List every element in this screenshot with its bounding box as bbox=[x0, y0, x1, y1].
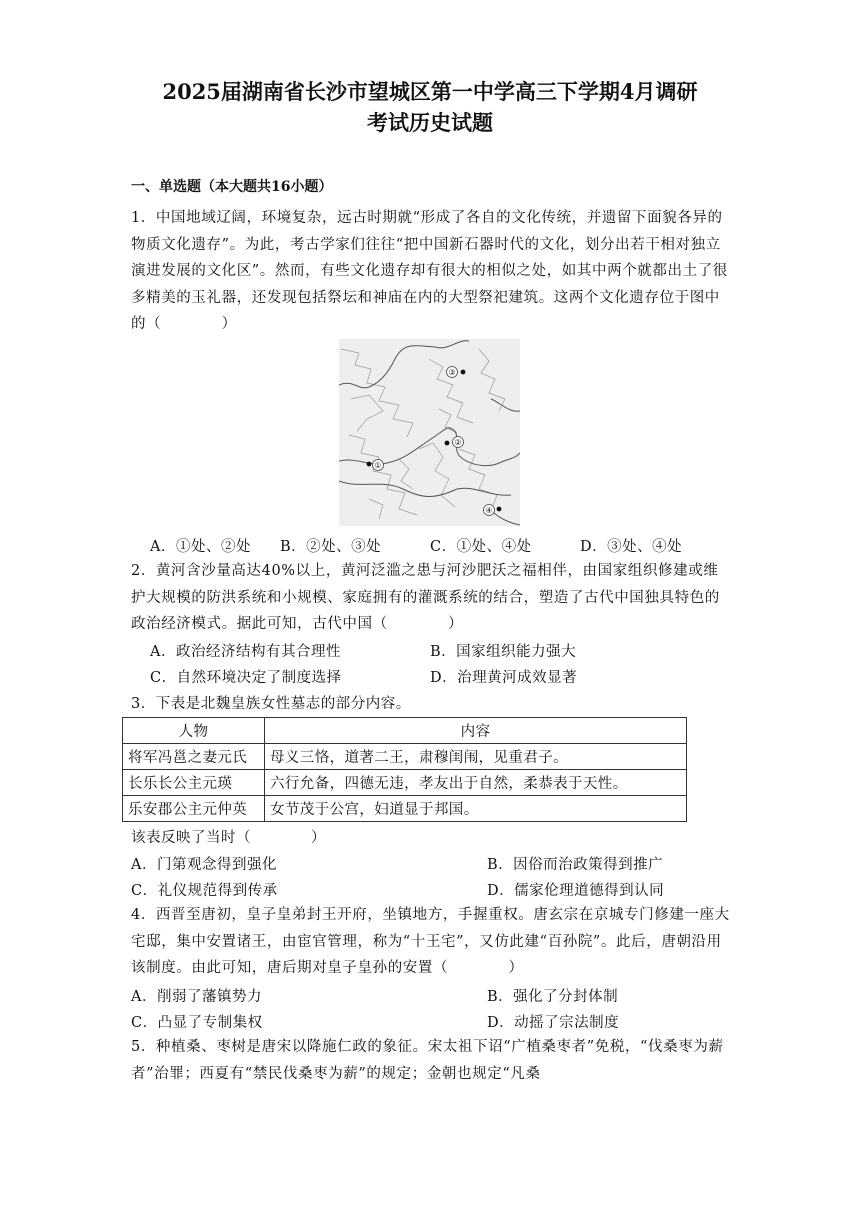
question-5-stem: 5．种植桑、枣树是唐宋以降施仁政的象征。宋太祖下诏“广植桑枣者”免税，“伐桑枣为薪者”治罪；西夏有“禁民伐桑枣为薪”的规定；金朝也规定“凡桑 bbox=[131, 1039, 724, 1082]
question-3-option-a: A．门第观念得到强化 bbox=[131, 857, 277, 873]
question-3-follow: 该表反映了当时（ ） bbox=[131, 830, 326, 846]
question-1-option-c: C．①处、④处 bbox=[430, 539, 532, 555]
table-cell-person: 长乐长公主元瑛 bbox=[123, 770, 265, 796]
question-4-stem: 4．西晋至唐初，皇子皇弟封王开府，坐镇地方，手握重权。唐玄宗在京城专门修建一座大宅邸，集中安置诸王，由宦官管理，称为“十王宅”，又仿此建“百孙院”。此后，唐朝沿用该制度。由此可知，唐后期对皇子皇孙的安置（ ） bbox=[131, 907, 730, 976]
table-cell-content: 女节茂于公宫，妇道显于邦国。 bbox=[265, 796, 687, 822]
table-row bbox=[123, 796, 687, 822]
question-1-option-a: A．①处、②处 bbox=[150, 539, 251, 555]
question-4-option-c: C．凸显了专制集权 bbox=[131, 1015, 263, 1031]
question-2-stem: 2．黄河含沙量高达40%以上，黄河泛滥之患与河沙肥沃之福相伴，由国家组织修建或维护大规模的防洪系统和小规模、家庭拥有的灌溉系统的结合，塑造了古代中国独具特色的政治经济模式。据此可知，古代中国（ ） bbox=[131, 563, 720, 632]
map-marker-4: ④ bbox=[485, 506, 493, 515]
table-row bbox=[123, 744, 687, 770]
question-4-option-d: D．动摇了宗法制度 bbox=[487, 1015, 620, 1031]
question-2-option-b: B．国家组织能力强大 bbox=[430, 644, 577, 660]
map-marker-1: ① bbox=[374, 461, 382, 470]
question-1-option-d: D．③处、④处 bbox=[580, 539, 683, 555]
question-1-option-b: B．②处、③处 bbox=[280, 539, 382, 555]
table-header-row bbox=[123, 718, 687, 744]
question-1-stem: 1．中国地域辽阔，环境复杂，远古时期就“形成了各自的文化传统，并遗留下面貌各异的物质文化遗存”。为此，考古学家们往往“把中国新石器时代的文化，划分出若干相对独立演进发展的文化区”。然而，有些文化遗存却有很大的相似之处，如其中两个就都出土了很多精美的玉礼器，还发现包括祭坛和神庙在内的大型祭祀建筑。这两个文化遗存位于图中的（ ） bbox=[131, 210, 728, 332]
title-line-1: 2025届湖南省长沙市望城区第一中学高三下学期4月调研 bbox=[162, 79, 698, 104]
table-header-content: 内容 bbox=[265, 718, 687, 744]
question-2-option-a: A．政治经济结构有其合理性 bbox=[150, 644, 341, 660]
section-heading: 一、单选题（本大题共16小题） bbox=[131, 179, 333, 195]
map-marker-2: ② bbox=[454, 438, 462, 447]
table-header-person: 人物 bbox=[123, 718, 265, 744]
table-cell-person: 将军冯邕之妻元氏 bbox=[123, 744, 265, 770]
page-title bbox=[100, 76, 760, 138]
title-line-2: 考试历史试题 bbox=[367, 110, 493, 135]
question-2-option-d: D．治理黄河成效显著 bbox=[430, 670, 578, 686]
table-cell-content: 母义三恪，道著二王，肃穆闺闱，见重君子。 bbox=[265, 744, 687, 770]
question-4-option-a: A．削弱了藩镇势力 bbox=[131, 989, 262, 1005]
question-3-stem: 3．下表是北魏皇族女性墓志的部分内容。 bbox=[131, 696, 411, 712]
question-3-option-c: C．礼仪规范得到传承 bbox=[131, 883, 278, 899]
question-3-option-b: B．因俗而治政策得到推广 bbox=[487, 857, 664, 873]
question-3-table bbox=[122, 717, 687, 822]
question-4-option-b: B．强化了分封体制 bbox=[487, 989, 619, 1005]
table-cell-person: 乐安郡公主元仲英 bbox=[123, 796, 265, 822]
table-row bbox=[123, 770, 687, 796]
question-2-option-c: C．自然环境决定了制度选择 bbox=[150, 670, 342, 686]
map-marker-3: ③ bbox=[448, 368, 456, 377]
table-cell-content: 六行允备，四德无违，孝友出于自然，柔恭表于天性。 bbox=[265, 770, 687, 796]
question-3-option-d: D．儒家伦理道德得到认同 bbox=[487, 883, 665, 899]
question-1-map bbox=[339, 339, 520, 526]
